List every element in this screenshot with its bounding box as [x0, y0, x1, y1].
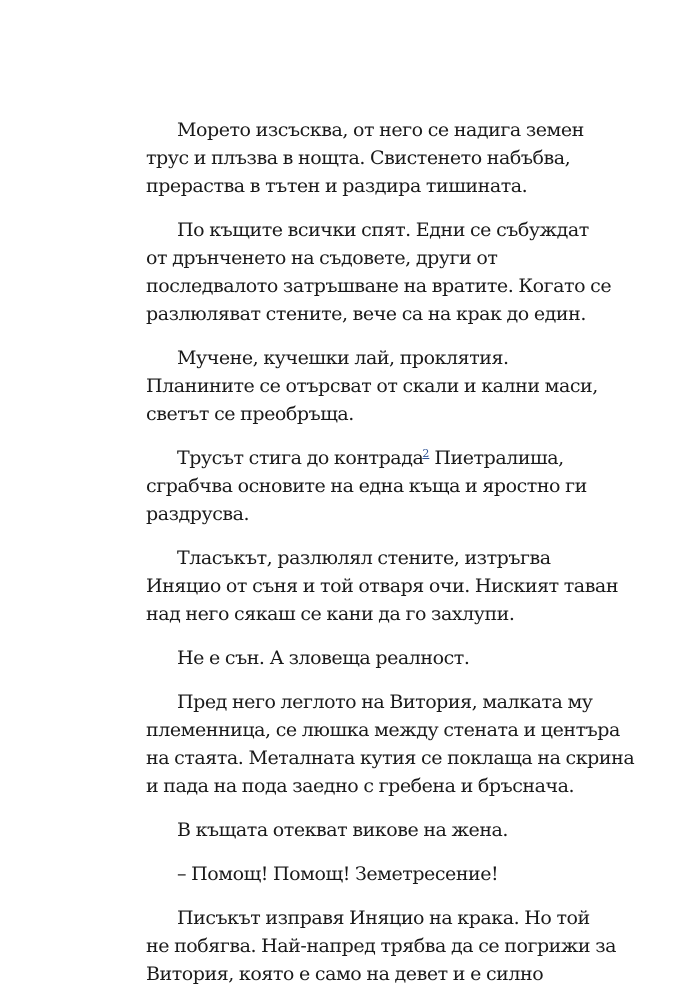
text-line: – Помощ! Помощ! Земетресение! [177, 863, 499, 885]
text-segment: Трусът стига до контрада [177, 447, 424, 469]
text-line: Не е сън. А зловеща реалност. [177, 647, 470, 669]
text-line: светът се преобръща. [146, 403, 354, 425]
text-line: Иняцио от съня и той отваря очи. Ниският таван [146, 575, 619, 597]
text-line: раздрусва. [146, 503, 250, 525]
text-line: Мучене, кучешки лай, проклятия. [177, 347, 509, 369]
text-line-with-footnote [146, 444, 566, 472]
paragraph-4 [146, 444, 587, 528]
footnote-reference-link[interactable]: 2 [422, 446, 430, 460]
text-line: и пада на пода заедно с гребена и бръснача. [146, 775, 575, 797]
body-text [146, 116, 635, 988]
paragraph-5 [146, 544, 619, 628]
text-line: По къщите всички спят. Едни се събуждат [177, 219, 589, 241]
text-line: В къщата отекват викове на жена. [177, 819, 509, 841]
text-line: над него сякаш се кани да го захлупи. [146, 603, 515, 625]
paragraph-7 [146, 688, 635, 800]
text-line: трус и плъзва в нощта. Свистенето набъбва, [146, 147, 571, 169]
paragraph-3 [146, 344, 598, 428]
text-line: племенница, се люшка между стената и центъра [146, 719, 620, 741]
text-line: Морето изсъсква, от него се надига земен [177, 119, 584, 141]
text-line: последвалото затръшване на вратите. Когато се [146, 275, 612, 297]
text-line: прераства в тътен и раздира тишината. [146, 175, 528, 197]
text-line: сграбчва основите на една къща и яростно ги [146, 475, 587, 497]
text-line: от дрънченето на съдовете, други от [146, 247, 498, 269]
text-line: не побягва. Най-напред трябва да се погрижи за [146, 935, 617, 957]
text-line: Планините се отърсват от скали и кални маси, [146, 375, 598, 397]
paragraph-1 [146, 116, 584, 200]
paragraph-9-dialogue [146, 860, 566, 888]
text-segment: Пиетралиша, [429, 447, 564, 469]
text-line: Тласъкът, разлюлял стените, изтръгва [177, 547, 551, 569]
text-line: Пред него леглото на Витория, малката му [177, 691, 593, 713]
text-line: разлюляват стените, вече са на крак до един. [146, 303, 586, 325]
text-line: на стаята. Металната кутия се поклаща на скрина [146, 747, 635, 769]
paragraph-10 [146, 904, 617, 988]
text-line: Писъкът изправя Иняцио на крака. Но той [177, 907, 590, 929]
paragraph-6 [146, 644, 566, 672]
paragraph-2 [146, 216, 612, 328]
paragraph-8 [146, 816, 566, 844]
text-line: Витория, която е само на девет и е силно [146, 963, 544, 985]
